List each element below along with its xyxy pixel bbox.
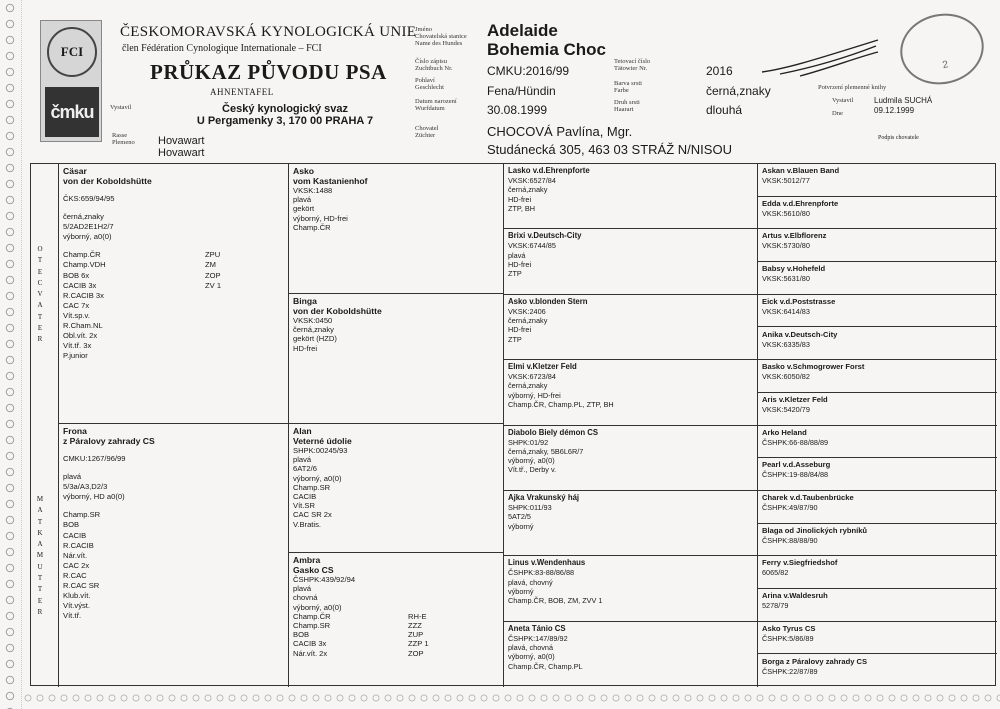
title-row [63, 250, 284, 260]
title-award: R.CAC [63, 570, 87, 580]
org-title: ČESKOMORAVSKÁ KYNOLOGICKÁ UNIE [120, 24, 417, 40]
title-exam: ZUP [408, 630, 424, 640]
ancestor-name: Edda v.d.Ehrenpforte [762, 198, 839, 208]
grandparent-info: gekört (HZD) [293, 334, 337, 344]
title-exam: ZM [205, 260, 216, 270]
great-grandparent-info: HD-frei [508, 194, 532, 204]
title-row [63, 321, 284, 331]
side-letter: R [37, 335, 43, 344]
title-award: R.CAC SR [63, 581, 100, 591]
great-great-grandparent-cell [758, 458, 997, 491]
dam-kennel: z Páralovy zahrady CS [63, 436, 155, 446]
great-grandparent-info: výborný [508, 521, 534, 531]
title-row [293, 621, 499, 630]
ancestor-name: Asko Tyrus CS [762, 623, 816, 633]
title-award: Vít.sp.v. [63, 310, 90, 320]
great-grandparent-info: SHPK:01/92 [508, 437, 549, 447]
title-award: Vít.tř. [63, 611, 82, 621]
great-grandparent-info: výborný, a0(0) [508, 456, 555, 466]
great-great-grandparent-cell [758, 589, 997, 622]
ancestor-name: Ferry v.Siegfriedshof [762, 558, 838, 568]
great-great-grandparent-cell [758, 655, 997, 688]
title-row [63, 301, 284, 311]
great-great-grandparent-cell [758, 360, 997, 393]
title-award: CAC 7x [63, 300, 90, 310]
sex: Fena/Hündin [487, 84, 556, 98]
great-grandparent-info: Champ.ČR, BOB, ZM, ZVV 1 [508, 596, 603, 606]
great-great-grandparent-cell [758, 491, 997, 524]
ancestor-reg: VKSK:5610/80 [762, 208, 810, 218]
label-reg: Číslo zápisu Zuchtbuch Nr. [415, 58, 453, 72]
great-grandparent-info: Vít.tř., Derby v. [508, 465, 557, 475]
great-grandparent-name: Linus v.Wendenhaus [508, 558, 586, 568]
title-award: BOB 6x [63, 270, 90, 280]
title-award: Champ.SR [293, 621, 331, 631]
title-award: Vít.tř. 3x [63, 341, 92, 351]
great-grandparent-cell [504, 360, 758, 425]
grandparent-info: výborný, a0(0) [293, 602, 342, 612]
side-letter: T [37, 517, 43, 526]
dog-name: Adelaide Bohemia Choc [487, 21, 607, 59]
tattoo-number: 2016 [706, 64, 733, 78]
reg-number: CMKU:2016/99 [487, 64, 570, 78]
decorative-border [22, 692, 1000, 704]
sire-info: výborný, a0(0) [63, 232, 112, 242]
label-sex: Pohlaví Geschlecht [415, 77, 444, 91]
side-letter: A [37, 540, 43, 549]
cmku-logo [40, 20, 102, 142]
grandparent-info: VKSK:0450 [293, 316, 333, 325]
grandparent-info: CACIB [293, 492, 317, 502]
title-award: P.junior [63, 351, 88, 361]
sire-name: Cäsar [63, 166, 87, 176]
fci-label: FCI [60, 44, 84, 59]
title-exam [205, 301, 245, 311]
ancestor-reg: VKSK:6050/82 [762, 372, 810, 382]
side-letter: A [37, 301, 43, 310]
sire-kennel: von der Koboldshütte [63, 176, 152, 186]
title-row [63, 311, 284, 321]
title-row [293, 649, 499, 658]
title-exam: ZV 1 [205, 280, 222, 290]
label-color: Barva srsti Farbe [614, 80, 642, 94]
side-letter: T [37, 585, 43, 594]
grandparent-kennel: vom Kastanienhof [293, 176, 368, 186]
great-grandparent-name: Ajka Vrakunský háj [508, 493, 580, 502]
great-grandparent-info: SHPK:011/93 [508, 503, 552, 512]
dam-info: 5/3a/A3,D2/3 [63, 482, 108, 492]
great-grandparent-info: VKSK:6723/84 [508, 372, 556, 382]
side-letter: O [37, 245, 43, 253]
side-letter: K [37, 528, 43, 537]
breed-de: Hovawart [158, 135, 205, 147]
title-award: Nár.vít. 2x [293, 648, 328, 658]
title-award: R.CACIB [63, 540, 94, 550]
ancestor-reg: ČSHPK:49/87/90 [762, 503, 818, 512]
great-grandparent-info: VKSK:6527/84 [508, 176, 556, 185]
dam-reg: CMKU:1267/96/99 [63, 454, 126, 463]
grandparent-info: Champ.ČR [293, 222, 331, 232]
title-row [63, 331, 284, 341]
side-letter: C [37, 278, 43, 287]
label-breeder-signature: Podpis chovatele [878, 135, 919, 141]
ancestor-name: Eick v.d.Poststrasse [762, 296, 836, 306]
grandparent-kennel: Veterné údolie [293, 436, 352, 446]
grandparent-info: SHPK:00245/93 [293, 446, 348, 455]
title-award: CACIB 3x [63, 280, 97, 290]
club-address: U Pergamenky 3, 170 00 PRAHA 7 [196, 115, 374, 127]
title-exam: ZOP [408, 648, 424, 658]
ancestor-reg: VKSK:5420/79 [762, 404, 810, 414]
great-grandparent-info: HD-frei [508, 259, 532, 269]
grandparent-info: výborný, a0(0) [293, 473, 342, 483]
great-grandparent-cell [504, 164, 758, 229]
great-grandparent-name: Elmi v.Kletzer Feld [508, 362, 577, 372]
ancestor-name: Blaga od Jinolických rybníků [762, 525, 868, 535]
title-exam [205, 341, 245, 351]
title-award: Obl.vít. 2x [63, 331, 98, 341]
ancestor-reg: ČSHPK:19-88/84/88 [762, 470, 829, 480]
label-tattoo: Tetovací číslo Tätowier Nr. [614, 58, 651, 72]
title-exam [205, 291, 245, 301]
great-grandparent-info: výborný, a0(0) [508, 652, 555, 662]
org-subtitle: člen Fédération Cynologique Internationale – FCI [122, 43, 322, 54]
great-grandparent-info: 5AT2/5 [508, 512, 531, 522]
title-row [63, 271, 284, 281]
title-row [293, 630, 499, 639]
document-title: PRŮKAZ PŮVODU PSA [150, 60, 387, 84]
great-great-grandparent-cell [758, 328, 997, 361]
grandparent-info: VKSK:1488 [293, 186, 333, 195]
title-award: Vít.výst. [63, 601, 91, 611]
ancestor-name: Basko v.Schmogrower Forst [762, 362, 865, 372]
great-great-grandparent-cell [758, 426, 997, 459]
label-breeder: Chovatel Züchter [415, 125, 439, 139]
title-row [63, 351, 284, 361]
grandparent-info: Champ.SR [293, 482, 331, 492]
great-grandparent-cell [504, 426, 758, 491]
title-exam [205, 351, 245, 361]
great-grandparent-info: ČSHPK:147/89/92 [508, 633, 568, 643]
title-exam [205, 311, 245, 321]
club-name: Český kynologický svaz [222, 103, 348, 115]
great-grandparent-name: Brixi v.Deutsch-City [508, 231, 582, 241]
label-vystavil: Vystavil [110, 104, 132, 111]
great-grandparent-name: Asko v.blonden Stern [508, 296, 588, 306]
great-great-grandparent-cell [758, 622, 997, 655]
grandparent-info: černá,znaky [293, 325, 334, 335]
ancestor-name: Arina v.Waldesruh [762, 591, 828, 601]
grandparent-info: plavá [293, 195, 312, 205]
dam-info: plavá [63, 472, 82, 482]
great-grandparent-info: plavá, chovný [508, 577, 553, 587]
sire-titles [63, 250, 284, 361]
great-grandparent-info: výborný, HD-frei [508, 390, 561, 400]
great-great-grandparent-cell [758, 229, 997, 262]
great-great-grandparent-cell [758, 393, 997, 426]
grandparent-info: gekört [293, 204, 315, 214]
issue-date: 09.12.1999 [874, 106, 915, 115]
breed-cz: Hovawart [158, 147, 205, 159]
grandparent-name: Asko [293, 166, 315, 176]
ancestor-name: Anika v.Deutsch-City [762, 329, 838, 339]
ancestor-name: Arko Heland [762, 427, 807, 437]
title-award: Champ.ČR [293, 611, 331, 621]
title-award: Champ.VDH [63, 260, 106, 270]
side-letter: T [37, 312, 43, 321]
ancestor-reg: 5278/79 [762, 601, 789, 611]
great-grandparent-cell [504, 491, 758, 556]
title-award: R.Cham.NL [63, 321, 103, 331]
signature [760, 38, 880, 78]
title-award: Nár.vít. [63, 550, 88, 560]
cmku-mark: čmku [45, 87, 99, 137]
dam-info: výborný, HD a0(0) [63, 492, 125, 502]
issuing-club [195, 103, 375, 127]
label-dob: Datum narození Wurfdatum [415, 98, 457, 112]
issuer-name: Ludmila SUCHÁ [874, 96, 933, 105]
title-exam: ZZZ [408, 621, 422, 631]
breed [158, 135, 204, 159]
grandparent-info: plavá [293, 455, 312, 465]
grandparent-info: ČSHPK:439/92/94 [293, 575, 356, 584]
title-exam: ZPU [205, 250, 221, 260]
great-grandparent-cell [504, 295, 758, 360]
grandparent-info: Vít.SR [293, 501, 315, 511]
title-award: BOB [293, 630, 310, 640]
grandparent-name: Alan [293, 426, 312, 436]
side-letter: T [37, 574, 43, 583]
pedigree-table [30, 163, 996, 686]
title-award: CACIB [63, 530, 87, 540]
great-grandparent-info: plavá [508, 250, 526, 260]
great-great-grandparent-cell [758, 556, 997, 589]
ancestor-name: Askan v.Blauen Band [762, 166, 840, 175]
great-grandparent-info: VKSK:2406 [508, 306, 546, 316]
grandparent-info: HD-frei [293, 343, 318, 353]
grandparent-name: Binga [293, 296, 317, 306]
great-great-grandparent-cell [758, 295, 997, 328]
grandparent-kennel: von der Koboldshütte [293, 306, 382, 316]
side-letter: T [37, 256, 43, 265]
great-grandparent-cell [504, 229, 758, 294]
breeder-address: Studánecká 305, 463 03 STRÁŽ N/NISOU [487, 142, 732, 157]
great-grandparent-info: ZTP, BH [508, 203, 536, 213]
side-letter: V [37, 290, 43, 299]
title-row [63, 260, 284, 270]
title-award: Champ.SR [63, 510, 101, 520]
label-coat: Druh srsti Haarart [614, 99, 640, 113]
coat-type: dlouhá [706, 103, 743, 117]
document-subtitle: AHNENTAFEL [210, 87, 274, 97]
great-grandparent-name: Diabolo Biely démon CS [508, 427, 599, 437]
ancestor-reg: ČSHPK:66-88/88/89 [762, 437, 829, 447]
great-grandparent-cell [504, 556, 758, 621]
great-grandparent-info: ZTP [508, 269, 522, 279]
title-row [293, 612, 499, 621]
ancestor-name: Pearl v.d.Asseburg [762, 460, 831, 470]
title-exam [205, 321, 245, 331]
grandparent-cell [289, 424, 504, 553]
great-grandparent-info: ČSHPK:83-88/86/88 [508, 568, 575, 578]
side-letter: R [37, 607, 43, 616]
title-row [63, 291, 284, 301]
great-grandparent-info: černá,znaky [508, 381, 548, 391]
ancestor-name: Charek v.d.Taubenbrücke [762, 493, 854, 502]
label-date: Dne [832, 110, 843, 117]
grandparent-info: 6AT2/6 [293, 464, 317, 474]
ancestor-name: Borga z Páralovy zahrady CS [762, 656, 868, 666]
great-grandparent-info: ZTP [508, 334, 522, 344]
title-exam [205, 331, 245, 341]
great-grandparent-cell [504, 622, 758, 687]
ancestor-name: Babsy v.Hohefeld [762, 264, 826, 274]
sire-info: 5/2AD2E1H2/7 [63, 222, 114, 232]
grandparent-info: plavá [293, 584, 312, 594]
title-exam: ZOP [205, 270, 221, 280]
great-great-grandparent-cell [758, 524, 997, 557]
ancestor-reg: ČSHPK:22/87/89 [762, 666, 818, 676]
title-row [63, 281, 284, 291]
dam-name: Frona [63, 426, 87, 436]
sire-reg: ČKS:659/94/95 [63, 194, 115, 203]
side-letter: M [36, 495, 44, 503]
title-award: Klub.vít. [63, 591, 91, 601]
great-grandparent-info: výborný [508, 586, 534, 596]
great-great-grandparent-cell [758, 164, 997, 197]
great-grandparent-info: černá,znaky [508, 316, 548, 326]
side-letter: M [36, 551, 44, 560]
issuer [874, 96, 932, 116]
great-grandparent-name: Lasko v.d.Ehrenpforte [508, 166, 590, 175]
ancestor-reg: ČSHPK:88/88/90 [762, 535, 818, 545]
breeder-name: CHOCOVÁ Pavlína, Mgr. [487, 124, 633, 139]
title-award: Champ.ČR [63, 250, 101, 260]
title-award: CACIB 3x [293, 639, 327, 649]
ancestor-reg: VKSK:5012/77 [762, 176, 810, 185]
side-letter: E [37, 267, 43, 276]
label-name: Jméno Chovatelská stanice Name des Hundes [415, 26, 467, 47]
grandparent-kennel: Gasko CS [293, 565, 334, 575]
grandparent-cell [289, 553, 504, 687]
side-letter: E [37, 596, 43, 605]
label-rasse: Rasse Plemeno [112, 132, 135, 146]
grandparent-info: V.Bratis. [293, 519, 321, 529]
grandparent-name: Ambra [293, 555, 321, 565]
label-issued-by: Vystavil [832, 97, 854, 104]
ancestor-reg: VKSK:5631/80 [762, 274, 810, 284]
title-row [63, 341, 284, 351]
title-row [293, 639, 499, 648]
ancestor-reg: ČSHPK:5/86/89 [762, 633, 814, 643]
grandparent-info: chovná [293, 593, 318, 603]
ancestor-name: Aris v.Kletzer Feld [762, 394, 828, 404]
binding-edge [0, 0, 22, 709]
sire-info: černá,znaky [63, 212, 104, 222]
ancestor-reg: VKSK:6414/83 [762, 306, 810, 316]
fci-emblem [47, 27, 97, 77]
registry-stamp [894, 6, 991, 92]
ancestor-reg: VKSK:6335/83 [762, 339, 810, 349]
great-grandparent-name: Aneta Tánio CS [508, 623, 566, 633]
ancestor-name: Artus v.Elbflorenz [762, 231, 827, 241]
great-grandparent-info: HD-frei [508, 325, 532, 335]
grandparent-info: CAC SR 2x [293, 510, 332, 520]
grandparent-cell [289, 294, 504, 424]
title-award: R.CACIB 3x [63, 290, 104, 300]
ancestor-reg: VKSK:5730/80 [762, 241, 810, 251]
title-award: CAC 2x [63, 560, 90, 570]
sire-cell [59, 164, 289, 424]
dam-cell [59, 424, 289, 687]
great-grandparent-info: plavá, chovná [508, 643, 554, 653]
dam-titles [63, 510, 284, 621]
birth-date: 30.08.1999 [487, 103, 548, 117]
grandparent-info: výborný, HD-frei [293, 213, 348, 223]
side-letter: U [37, 562, 43, 571]
great-grandparent-info: Champ.ČR, Champ.PL, ZTP, BH [508, 400, 614, 410]
great-grandparent-info: Champ.ČR, Champ.PL [508, 661, 583, 671]
title-exam: RH-E [408, 611, 427, 621]
side-column [31, 164, 59, 687]
title-exam: ZZP 1 [408, 639, 429, 649]
ancestor-reg: 6065/82 [762, 568, 789, 578]
great-great-grandparent-cell [758, 197, 997, 230]
label-confirmation: Potvrzení plemenné knihy [818, 84, 887, 91]
great-grandparent-info: černá,znaky, 5B6L6R/7 [508, 446, 584, 456]
great-grandparent-info: černá,znaky [508, 185, 548, 195]
side-letter: E [37, 324, 43, 333]
great-grandparent-info: VKSK:6744/85 [508, 241, 556, 251]
coat-color: černá,znaky [706, 84, 771, 98]
grandparent-cell [289, 164, 504, 294]
side-letter: A [37, 506, 43, 515]
stamp-number: 2 [941, 59, 950, 72]
title-award: BOB [63, 520, 80, 530]
great-great-grandparent-cell [758, 262, 997, 295]
